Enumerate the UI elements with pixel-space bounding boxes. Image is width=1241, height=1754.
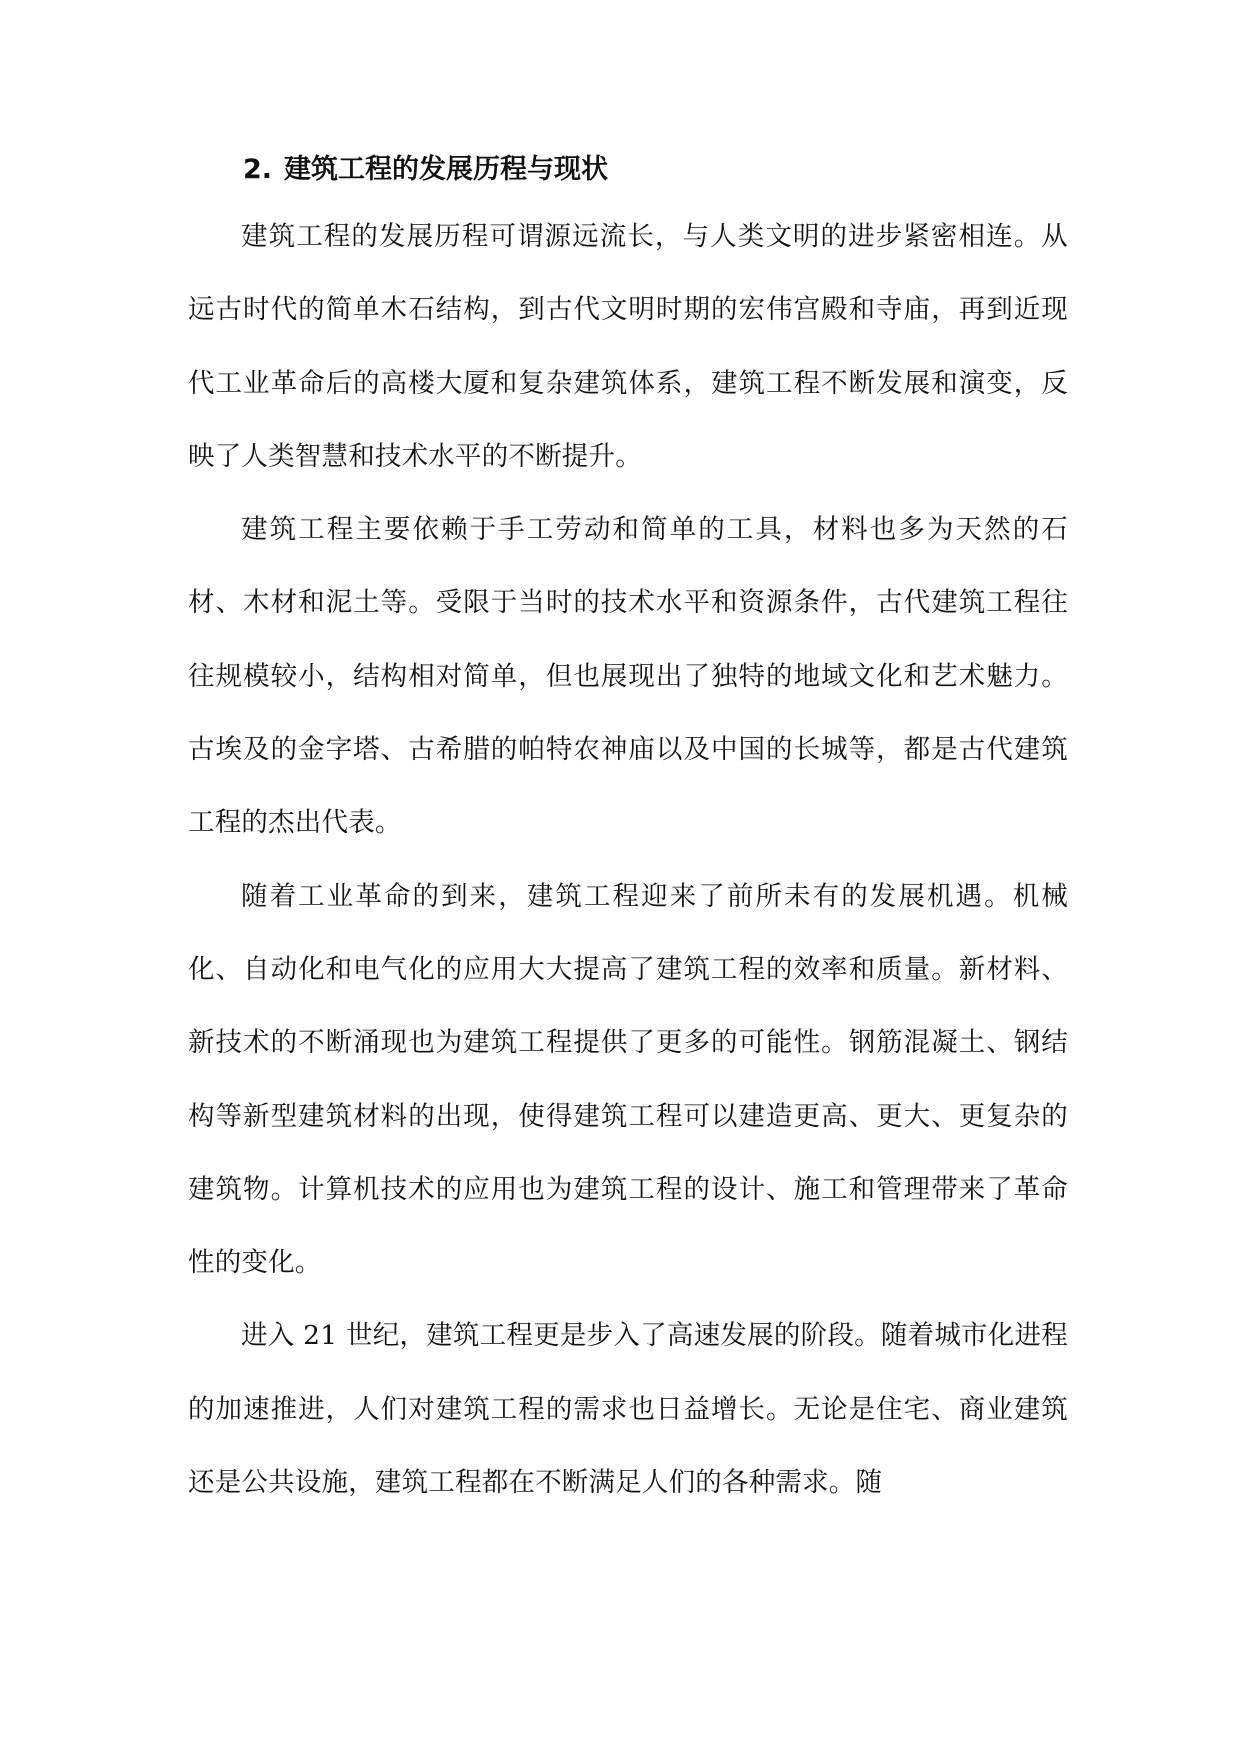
paragraph: 建筑工程的发展历程可谓源远流长，与人类文明的进步紧密相连。从远古时代的简单木石结构，到古代文明时期的宏伟宫殿和寺庙，再到近现代工业革命后的高楼大厦和复杂建筑体系，建筑工程不断发展和演变，反映了人类智慧和技术水平的不断提升。	[188, 221, 1068, 472]
paragraph: 进入 21 世纪，建筑工程更是步入了高速发展的阶段。随着城市化进程的加速推进，人们对建筑工程的需求也日益增长。无论是住宅、商业建筑还是公共设施，建筑工程都在不断满足人们的各种需求。随	[188, 1320, 1068, 1499]
section-heading	[243, 150, 608, 190]
paragraph: 随着工业革命的到来，建筑工程迎来了前所未有的发展机遇。机械化、自动化和电气化的应用大大提高了建筑工程的效率和质量。新材料、新技术的不断涌现也为建筑工程提供了更多的可能性。钢筋混凝土、钢结构等新型建筑材料的出现，使得建筑工程可以建造更高、更大、更复杂的建筑物。计算机技术的应用也为建筑工程的设计、施工和管理带来了革命性的变化。	[188, 880, 1068, 1279]
paragraph: 建筑工程主要依赖于手工劳动和简单的工具，材料也多为天然的石材、木材和泥土等。受限于当时的技术水平和资源条件，古代建筑工程往往规模较小，结构相对简单，但也展现出了独特的地域文化和艺术魅力。古埃及的金字塔、古希腊的帕特农神庙以及中国的长城等，都是古代建筑工程的杰出代表。	[188, 514, 1068, 839]
body-text	[188, 200, 1068, 1519]
section-number: 2.	[243, 154, 273, 185]
section-title: 建筑工程的发展历程与现状	[284, 154, 609, 185]
